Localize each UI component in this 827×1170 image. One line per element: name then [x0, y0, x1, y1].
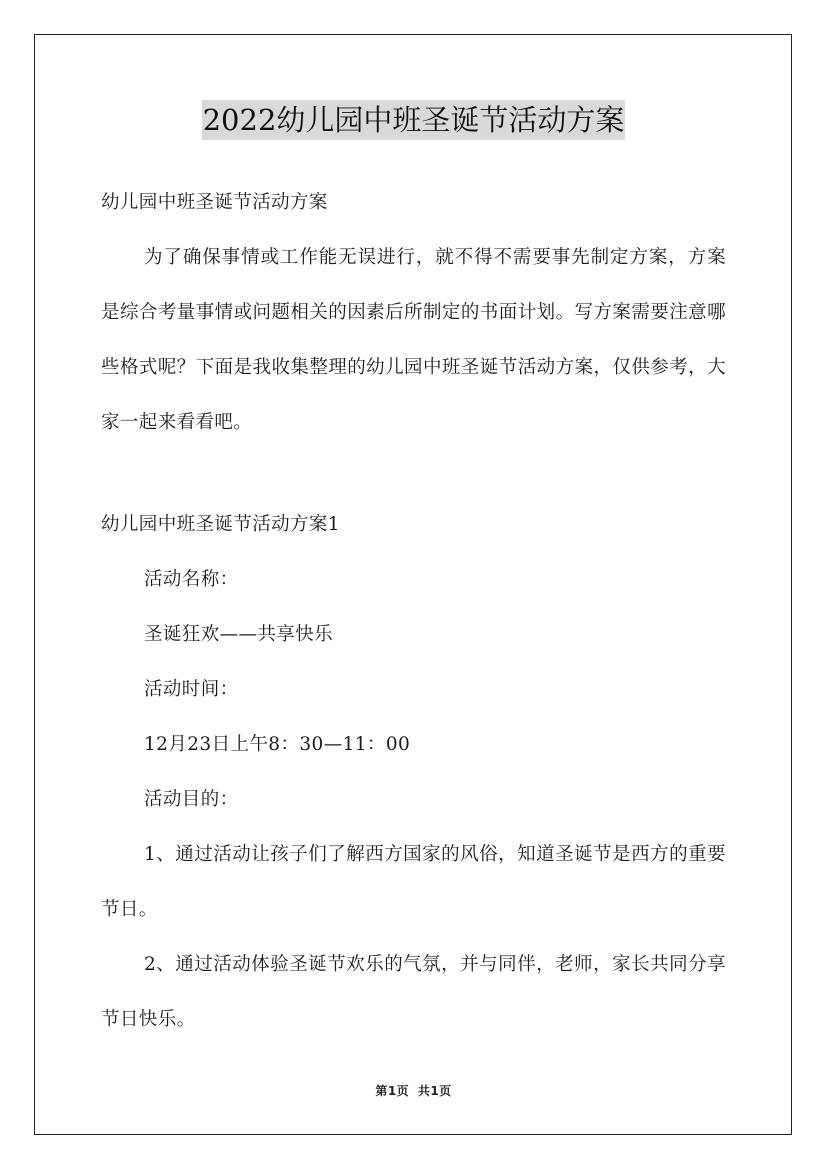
goal-item-2: 2、通过活动体验圣诞节欢乐的气氛，并与同伴，老师，家长共同分享节日快乐。	[101, 954, 726, 1030]
activity-name: 圣诞狂欢——共享快乐	[144, 624, 334, 645]
page-number: 第1页	[375, 1084, 410, 1098]
paragraph-gap	[101, 450, 726, 497]
activity-name-label: 活动名称：	[144, 569, 239, 590]
page-total: 共1页	[417, 1084, 452, 1098]
activity-goal-label: 活动目的：	[144, 789, 239, 810]
subtitle: 幼儿园中班圣诞节活动方案	[101, 192, 328, 213]
goal-item-1: 1、通过活动让孩子们了解西方国家的风俗，知道圣诞节是西方的重要节日。	[101, 844, 726, 920]
intro-paragraph: 为了确保事情或工作能无误进行，就不得不需要事先制定方案，方案是综合考量事情或问题相关的因素后所制定的书面计划。写方案需要注意哪些格式呢？下面是我收集整理的幼儿园中班圣诞节活动方案，仅供参考，大家一起来看看吧。	[101, 247, 726, 433]
section-heading: 幼儿园中班圣诞节活动方案1	[101, 514, 340, 535]
page-footer	[0, 1082, 827, 1099]
document-body	[101, 175, 726, 1047]
title-container	[0, 100, 827, 140]
document-title: 2022幼儿园中班圣诞节活动方案	[202, 100, 626, 140]
activity-time-label: 活动时间：	[144, 679, 239, 700]
activity-time: 12月23日上午8：30—11：00	[144, 734, 411, 755]
